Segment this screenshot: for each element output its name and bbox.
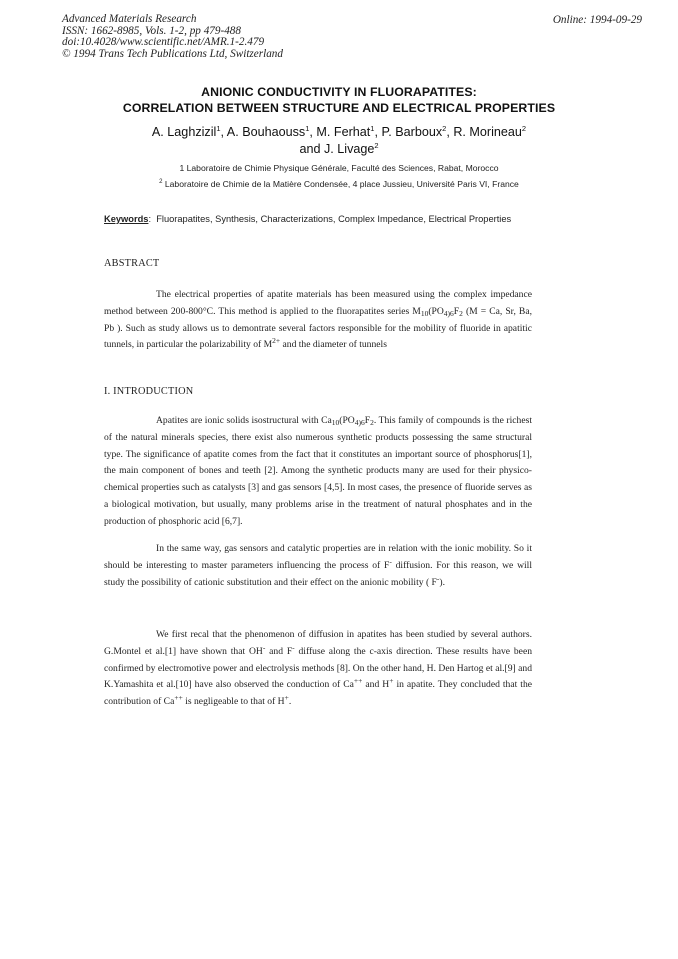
author-name: A. Bouhaouss xyxy=(226,125,306,139)
subscript: 6 xyxy=(360,418,365,427)
superscript: - xyxy=(262,642,266,652)
superscript: - xyxy=(292,642,295,652)
body-text: diffuse along the c-axis direction. These results have been confirmed by electromotive power and electrolysis methods [8]. On the other hand, H. Den Hartog et al.[9] and K.Yamashita et al.[10] have also observed the conduction of Ca xyxy=(104,645,532,691)
subscript: 4) xyxy=(443,308,451,318)
separator: , xyxy=(446,125,454,139)
title-line-1: ANIONIC CONDUCTIVITY IN FLUORAPATITES: xyxy=(201,85,477,99)
body-text: and H xyxy=(362,679,390,691)
author-name: P. Barboux xyxy=(381,125,443,139)
affiliation-mark: 2 xyxy=(521,124,527,133)
subscript: 4) xyxy=(354,418,361,427)
superscript: ++ xyxy=(174,693,183,703)
superscript: 2+ xyxy=(272,336,281,346)
author-line-2 xyxy=(0,141,678,158)
keywords-label: Keywords xyxy=(104,214,149,224)
abstract-paragraph xyxy=(104,287,532,354)
superscript: - xyxy=(389,556,392,566)
superscript: + xyxy=(389,676,394,686)
author-line-1 xyxy=(0,124,678,141)
subscript: 2 xyxy=(370,418,374,427)
body-text: Apatites are ionic solids isostructural with Ca xyxy=(156,415,332,426)
body-text: We first recal that the phenomenon of diffusion in apatites has been studied by several authors. G.Montel et al.[1] have shown that OH xyxy=(104,629,532,657)
superscript: + xyxy=(284,693,289,703)
affiliation-text: Laboratoire de Chimie de la Matière Condensée, 4 place Jussieu, Université Paris VI, France xyxy=(164,179,519,189)
body-text: is negligeable to that of H xyxy=(182,696,285,708)
subscript: 2 xyxy=(459,308,463,318)
body-text: F xyxy=(364,415,371,426)
affiliation-number: 1 xyxy=(179,163,185,173)
separator: , xyxy=(374,125,382,139)
keywords-section xyxy=(104,213,532,225)
affiliation-mark: 1 xyxy=(305,124,310,133)
affiliation-2 xyxy=(0,179,678,189)
abstract-text: The electrical properties of apatite materials has been measured using the complex impedance method between 200-800°C. This method is applied to the fluorapatites series xyxy=(104,289,532,317)
superscript: - xyxy=(436,573,440,583)
introduction-paragraph-3 xyxy=(104,627,532,711)
body-text: ). xyxy=(439,576,445,588)
affiliation-mark: 2 xyxy=(442,124,447,133)
separator: , xyxy=(309,125,317,139)
title-line-2: CORRELATION BETWEEN STRUCTURE AND ELECTRICAL PROPERTIES xyxy=(122,101,556,115)
formula: (PO xyxy=(428,305,444,317)
author-name: R. Morineau xyxy=(453,125,522,139)
body-text: in apatite. They concluded that the contribution of Ca xyxy=(104,679,533,708)
affiliation-mark: 1 xyxy=(370,124,375,133)
abstract-heading: ABSTRACT xyxy=(104,258,160,269)
affiliation-text: Laboratoire de Chimie Physique Générale, Faculté des Sciences, Rabat, Morocco xyxy=(186,163,499,173)
author-name: J. Livage xyxy=(323,141,375,156)
introduction-paragraph-2 xyxy=(104,541,532,591)
affiliation-number: 2 xyxy=(159,179,163,185)
doi-link[interactable]: doi:10.4028/www.scientific.net/AMR.1-2.479 xyxy=(62,36,265,49)
separator: , xyxy=(220,125,227,139)
abstract-text: (M = Ca, Sr, Ba, Pb ). Such as study allows us to demontrate several factors responsible for the mobility of fluoride in apatitic tunnels, in particular the polarizability of M xyxy=(104,305,532,351)
body-text: diffusion. For this reason, we will study the possibility of cationic substitution and their effect on the anionic mobility ( F xyxy=(104,559,532,588)
paper-title xyxy=(0,84,678,116)
body-text: (PO xyxy=(339,415,355,426)
author-name: M. Ferhat xyxy=(316,125,371,139)
affiliation-1 xyxy=(0,163,678,173)
affiliation-mark: 2 xyxy=(374,140,379,150)
subscript: 10 xyxy=(331,418,340,427)
keywords-colon: : xyxy=(148,214,152,224)
formula: F xyxy=(453,305,460,317)
issn-volume: ISSN: 1662-8985, Vols. 1-2, pp 479-488 xyxy=(62,24,241,37)
body-text: . This family of compounds is the richest of the natural minerals species, there exist also numerous synthetic products possessing the same structural type. The significance of apatite comes from the fact that it constitutes an important source of phosphorus[1], the main component of bones and teeth [2]. Among the synthetic products many are used for their physico-chemical properties such as catalysts [3] and gas sensors [4,5]. In most cases, the presence of fluoride serves as a biological motivation, but usually, many problems arise in the treatment of natural phosphates and in the production of phosphoric acid [6,7]. xyxy=(104,415,532,527)
keywords-text: Fluorapatites, Synthesis, Characterizations, Complex Impedance, Electrical Properties xyxy=(156,214,512,224)
copyright-notice: © 1994 Trans Tech Publications Ltd, Switzerland xyxy=(62,47,283,60)
introduction-heading: I. INTRODUCTION xyxy=(104,386,194,397)
body-text: . xyxy=(288,696,292,708)
and-text: and xyxy=(299,141,324,156)
subscript: 6 xyxy=(450,308,454,318)
affiliation-mark: 1 xyxy=(216,124,221,133)
formula: M xyxy=(412,305,421,317)
author-name: A. Laghzizil xyxy=(151,125,217,139)
subscript: 10 xyxy=(420,308,429,318)
author-list xyxy=(0,124,678,157)
publication-metadata xyxy=(62,14,283,60)
body-text: In the same way, gas sensors and catalytic properties are in relation with the ionic mobility. So it should be interesting to master parameters influencing the process of F xyxy=(104,543,532,571)
abstract-text: and the diameter of tunnels xyxy=(280,339,387,351)
introduction-paragraph-1 xyxy=(104,413,532,531)
body-text: and F xyxy=(265,645,293,657)
online-date: Online: 1994-09-29 xyxy=(552,14,642,26)
superscript: ++ xyxy=(353,676,363,686)
journal-name: Advanced Materials Research xyxy=(62,13,197,25)
